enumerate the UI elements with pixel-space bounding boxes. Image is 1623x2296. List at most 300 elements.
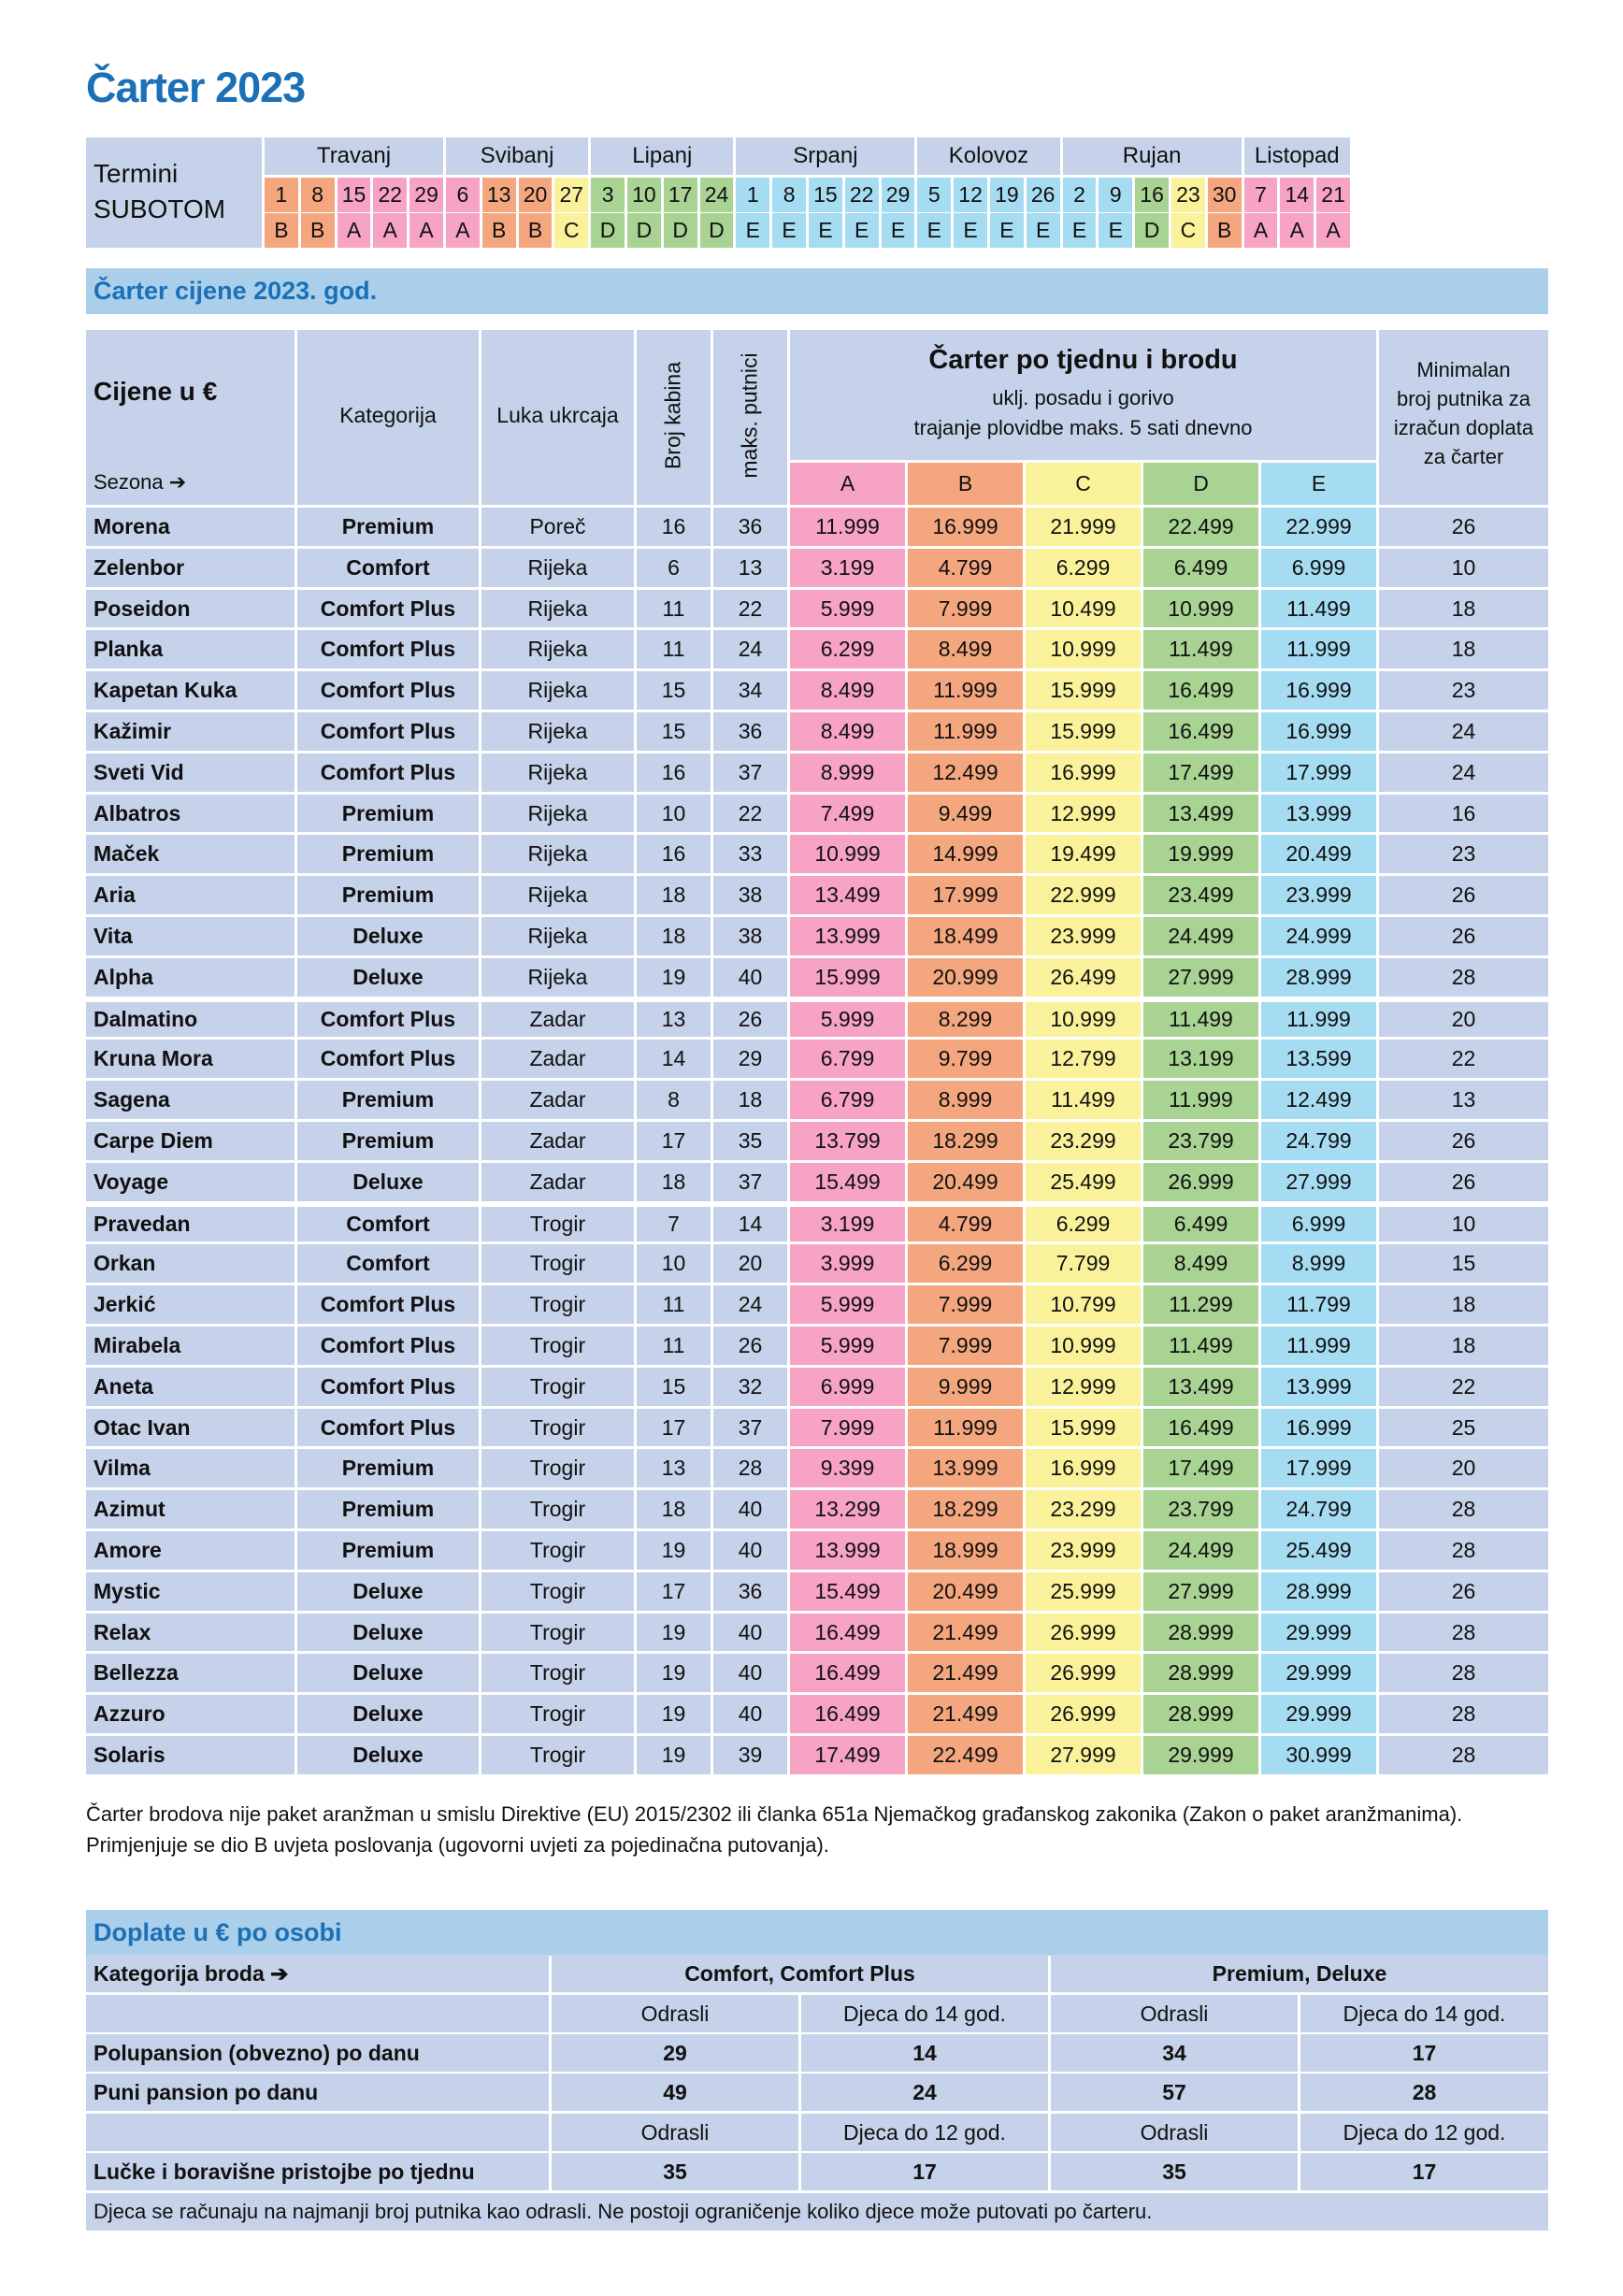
cell-price-E: 16.999	[1261, 1409, 1376, 1447]
sup-subheader: Odrasli	[1051, 2114, 1298, 2151]
cell-price-D: 17.499	[1143, 1449, 1258, 1487]
cell-pax: 36	[713, 508, 787, 546]
cell-price-C: 26.999	[1026, 1654, 1141, 1692]
cell-name: Maček	[86, 835, 294, 873]
calendar-season: E	[809, 213, 842, 248]
cell-price-D: 17.499	[1143, 753, 1258, 792]
cell-name: Jerkić	[86, 1285, 294, 1324]
sup-subheader: Djeca do 14 god.	[801, 1995, 1048, 2032]
cell-price-D: 24.499	[1143, 1531, 1258, 1570]
season-header-E: E	[1261, 463, 1376, 505]
cell-price-D: 19.999	[1143, 835, 1258, 873]
cell-name: Amore	[86, 1531, 294, 1570]
cell-name: Vita	[86, 917, 294, 955]
carter-label: Čarter po tjednu i brodu	[928, 345, 1238, 375]
calendar-day: 1	[736, 178, 769, 212]
calendar-day: 24	[700, 178, 734, 212]
cell-name: Sagena	[86, 1081, 294, 1119]
cell-cat: Comfort Plus	[297, 712, 479, 751]
cell-price-E: 29.999	[1261, 1614, 1376, 1652]
cell-pax: 40	[713, 1695, 787, 1733]
calendar-season: B	[482, 213, 516, 248]
cell-price-C: 12.799	[1026, 1040, 1141, 1078]
cell-price-D: 27.999	[1143, 1572, 1258, 1611]
cell-price-B: 6.299	[908, 1244, 1023, 1283]
cell-price-B: 18.299	[908, 1122, 1023, 1160]
cell-price-E: 20.499	[1261, 835, 1376, 873]
cell-cat: Comfort Plus	[297, 753, 479, 792]
sup-subheader: Odrasli	[1051, 1995, 1298, 2032]
cell-price-C: 22.999	[1026, 876, 1141, 914]
cell-price-C: 6.299	[1026, 1207, 1141, 1242]
cell-price-D: 13.499	[1143, 1368, 1258, 1406]
cell-cabins: 19	[637, 1654, 711, 1692]
cell-price-C: 23.999	[1026, 917, 1141, 955]
min-label-line: izračun doplata	[1393, 416, 1534, 439]
cell-cabins: 13	[637, 1002, 711, 1038]
cell-pax: 40	[713, 1531, 787, 1570]
cell-price-C: 23.999	[1026, 1531, 1141, 1570]
cell-cabins: 7	[637, 1207, 711, 1242]
cell-cabins: 18	[637, 876, 711, 914]
header-carter	[790, 330, 1376, 460]
cell-name: Kapetan Kuka	[86, 671, 294, 710]
calendar-month-0: Travanj	[265, 137, 443, 175]
cell-price-E: 24.999	[1261, 917, 1376, 955]
cell-pax: 39	[713, 1736, 787, 1774]
cell-price-A: 5.999	[790, 590, 905, 628]
cell-price-A: 17.499	[790, 1736, 905, 1774]
cell-port: Rijeka	[481, 712, 634, 751]
cell-price-B: 13.999	[908, 1449, 1023, 1487]
sup-blank	[86, 2114, 549, 2151]
kategorija-label: Kategorija	[339, 403, 437, 427]
cell-price-C: 10.999	[1026, 630, 1141, 668]
cell-port: Trogir	[481, 1736, 634, 1774]
cell-port: Zadar	[481, 1122, 634, 1160]
cell-price-B: 11.999	[908, 712, 1023, 751]
cell-cat: Premium	[297, 1490, 479, 1528]
calendar-season: D	[1135, 213, 1169, 248]
cell-port: Trogir	[481, 1368, 634, 1406]
cell-name: Zelenbor	[86, 549, 294, 587]
season-header-A: A	[790, 463, 905, 505]
cell-name: Voyage	[86, 1163, 294, 1201]
cell-price-D: 28.999	[1143, 1654, 1258, 1692]
calendar-day: 26	[1027, 178, 1060, 212]
cell-pax: 14	[713, 1207, 787, 1242]
cell-price-E: 11.999	[1261, 630, 1376, 668]
cell-min: 28	[1379, 1736, 1548, 1774]
cell-price-B: 17.999	[908, 876, 1023, 914]
cell-pax: 36	[713, 712, 787, 751]
cell-port: Rijeka	[481, 671, 634, 710]
cell-price-D: 23.499	[1143, 876, 1258, 914]
cell-price-D: 13.499	[1143, 795, 1258, 833]
luka-label: Luka ukrcaja	[496, 403, 619, 427]
cell-price-B: 8.299	[908, 1002, 1023, 1038]
calendar-day: 30	[1208, 178, 1242, 212]
cell-price-A: 16.499	[790, 1654, 905, 1692]
cell-price-E: 12.499	[1261, 1081, 1376, 1119]
cell-cabins: 19	[637, 1531, 711, 1570]
cell-name: Relax	[86, 1614, 294, 1652]
min-label-line: za čarter	[1423, 445, 1504, 468]
cell-cat: Comfort Plus	[297, 1409, 479, 1447]
cell-price-E: 16.999	[1261, 712, 1376, 751]
cell-price-A: 11.999	[790, 508, 905, 546]
cell-name: Morena	[86, 508, 294, 546]
cell-price-A: 5.999	[790, 1327, 905, 1365]
cell-price-D: 16.499	[1143, 1409, 1258, 1447]
cell-port: Trogir	[481, 1285, 634, 1324]
cell-price-C: 12.999	[1026, 795, 1141, 833]
cell-min: 26	[1379, 917, 1548, 955]
calendar-day: 8	[772, 178, 806, 212]
cell-port: Trogir	[481, 1244, 634, 1283]
cell-cat: Deluxe	[297, 1163, 479, 1201]
cell-price-D: 11.499	[1143, 1327, 1258, 1365]
cell-pax: 24	[713, 630, 787, 668]
cell-port: Rijeka	[481, 835, 634, 873]
saturday-calendar	[86, 137, 1548, 248]
calendar-season: E	[1063, 213, 1097, 248]
cell-price-A: 13.999	[790, 1531, 905, 1570]
sup-subheader: Djeca do 14 god.	[1300, 1995, 1548, 2032]
cell-price-E: 11.999	[1261, 1002, 1376, 1038]
cell-cat: Deluxe	[297, 1614, 479, 1652]
calendar-season: B	[1208, 213, 1242, 248]
header-putnici	[713, 330, 787, 505]
cell-pax: 33	[713, 835, 787, 873]
cell-name: Planka	[86, 630, 294, 668]
cell-port: Rijeka	[481, 917, 634, 955]
cell-min: 26	[1379, 1163, 1548, 1201]
cell-port: Poreč	[481, 508, 634, 546]
cell-price-B: 18.299	[908, 1490, 1023, 1528]
cell-port: Trogir	[481, 1654, 634, 1692]
cell-price-C: 26.499	[1026, 958, 1141, 997]
cell-pax: 32	[713, 1368, 787, 1406]
cell-pax: 26	[713, 1002, 787, 1038]
cell-price-C: 10.499	[1026, 590, 1141, 628]
sup-value: 35	[1051, 2153, 1298, 2190]
calendar-season: A	[1316, 213, 1350, 248]
cell-cabins: 16	[637, 753, 711, 792]
cell-cabins: 11	[637, 630, 711, 668]
sup-value: 14	[801, 2034, 1048, 2072]
sup-value: 35	[552, 2153, 798, 2190]
cell-price-A: 15.499	[790, 1163, 905, 1201]
calendar-month-3: Srpanj	[736, 137, 914, 175]
sup-value: 17	[1300, 2153, 1548, 2190]
cell-price-D: 11.999	[1143, 1081, 1258, 1119]
cell-price-B: 8.999	[908, 1081, 1023, 1119]
cell-price-D: 13.199	[1143, 1040, 1258, 1078]
cell-price-C: 19.499	[1026, 835, 1141, 873]
calendar-day: 6	[446, 178, 480, 212]
cell-cabins: 15	[637, 712, 711, 751]
putnici-label: maks. putnici	[737, 352, 762, 479]
cell-price-E: 17.999	[1261, 753, 1376, 792]
sup-row-label: Lučke i boravišne pristojbe po tjednu	[86, 2153, 549, 2190]
cell-min: 15	[1379, 1244, 1548, 1283]
sup-category-header: Kategorija broda ➔	[86, 1955, 549, 1992]
calendar-day: 15	[809, 178, 842, 212]
cell-price-D: 28.999	[1143, 1614, 1258, 1652]
cell-price-C: 16.999	[1026, 753, 1141, 792]
cell-pax: 40	[713, 1614, 787, 1652]
cell-price-C: 15.999	[1026, 1409, 1141, 1447]
cell-name: Aria	[86, 876, 294, 914]
calendar-month-1: Svibanj	[446, 137, 588, 175]
cell-price-E: 11.799	[1261, 1285, 1376, 1324]
calendar-season: E	[917, 213, 951, 248]
calendar-season: D	[700, 213, 734, 248]
cell-price-A: 10.999	[790, 835, 905, 873]
min-label-line: Minimalan	[1416, 358, 1511, 381]
cell-cabins: 16	[637, 835, 711, 873]
cell-cabins: 18	[637, 917, 711, 955]
cell-min: 18	[1379, 590, 1548, 628]
sup-value: 34	[1051, 2034, 1298, 2072]
calendar-season: A	[1280, 213, 1314, 248]
cell-cat: Comfort	[297, 1244, 479, 1283]
legal-note-line1: Čarter brodova nije paket aranžman u smislu Direktive (EU) 2015/2302 ili članka 651a Njemačkog građanskog zakonika (Zakon o paket aranžmanima).	[86, 1802, 1463, 1826]
cell-pax: 29	[713, 1040, 787, 1078]
cell-price-E: 6.999	[1261, 549, 1376, 587]
cell-price-D: 6.499	[1143, 1207, 1258, 1242]
calendar-day: 15	[338, 178, 371, 212]
cell-price-B: 4.799	[908, 1207, 1023, 1242]
calendar-season: A	[446, 213, 480, 248]
cell-price-A: 15.499	[790, 1572, 905, 1611]
header-luka	[481, 330, 634, 505]
cell-cat: Premium	[297, 1122, 479, 1160]
cell-cabins: 19	[637, 958, 711, 997]
cell-min: 23	[1379, 671, 1548, 710]
calendar-month-4: Kolovoz	[917, 137, 1059, 175]
calendar-day: 13	[482, 178, 516, 212]
cell-price-E: 17.999	[1261, 1449, 1376, 1487]
cell-name: Aneta	[86, 1368, 294, 1406]
cell-price-B: 21.499	[908, 1614, 1023, 1652]
cell-price-B: 11.999	[908, 671, 1023, 710]
cell-cat: Comfort Plus	[297, 1285, 479, 1324]
cell-price-A: 5.999	[790, 1002, 905, 1038]
sup-group1-header: Comfort, Comfort Plus	[552, 1955, 1048, 1992]
cell-port: Rijeka	[481, 795, 634, 833]
cell-price-E: 29.999	[1261, 1695, 1376, 1733]
cell-cat: Deluxe	[297, 1736, 479, 1774]
sup-subheader: Odrasli	[552, 2114, 798, 2151]
cell-price-C: 10.999	[1026, 1002, 1141, 1038]
calendar-day: 29	[882, 178, 915, 212]
cell-price-A: 3.199	[790, 1207, 905, 1242]
cell-price-B: 12.499	[908, 753, 1023, 792]
sup-row-label: Polupansion (obvezno) po danu	[86, 2034, 549, 2072]
sup-value: 17	[1300, 2034, 1548, 2072]
calendar-day: 19	[990, 178, 1024, 212]
cell-min: 28	[1379, 1490, 1548, 1528]
cell-price-D: 29.999	[1143, 1736, 1258, 1774]
cell-name: Kruna Mora	[86, 1040, 294, 1078]
cell-min: 26	[1379, 1572, 1548, 1611]
cell-name: Alpha	[86, 958, 294, 997]
cell-price-D: 22.499	[1143, 508, 1258, 546]
sup-subheader: Djeca do 12 god.	[1300, 2114, 1548, 2151]
cell-name: Vilma	[86, 1449, 294, 1487]
cell-port: Zadar	[481, 1040, 634, 1078]
cell-price-E: 28.999	[1261, 958, 1376, 997]
cell-price-B: 7.999	[908, 1285, 1023, 1324]
cell-price-B: 7.999	[908, 590, 1023, 628]
cell-min: 22	[1379, 1368, 1548, 1406]
cell-min: 28	[1379, 1654, 1548, 1692]
cell-name: Mystic	[86, 1572, 294, 1611]
cell-price-C: 25.999	[1026, 1572, 1141, 1611]
cell-price-A: 6.799	[790, 1040, 905, 1078]
cell-price-D: 28.999	[1143, 1695, 1258, 1733]
cell-cat: Comfort	[297, 549, 479, 587]
cell-cat: Premium	[297, 1531, 479, 1570]
cell-price-B: 9.499	[908, 795, 1023, 833]
cell-pax: 34	[713, 671, 787, 710]
cell-pax: 37	[713, 753, 787, 792]
cell-price-E: 28.999	[1261, 1572, 1376, 1611]
page-title: Čarter 2023	[86, 64, 306, 111]
cell-port: Rijeka	[481, 753, 634, 792]
cell-min: 26	[1379, 508, 1548, 546]
cell-cat: Comfort Plus	[297, 1002, 479, 1038]
cijene-label: Cijene u €	[93, 377, 218, 406]
cell-pax: 28	[713, 1449, 787, 1487]
cell-min: 26	[1379, 1122, 1548, 1160]
cell-name: Mirabela	[86, 1327, 294, 1365]
cell-price-B: 18.999	[908, 1531, 1023, 1570]
cell-min: 18	[1379, 1327, 1548, 1365]
cell-price-B: 9.799	[908, 1040, 1023, 1078]
cell-port: Rijeka	[481, 630, 634, 668]
calendar-season: E	[845, 213, 879, 248]
calendar-day: 17	[664, 178, 697, 212]
cell-price-A: 3.199	[790, 549, 905, 587]
calendar-day: 7	[1244, 178, 1278, 212]
cell-price-B: 21.499	[908, 1695, 1023, 1733]
cell-pax: 22	[713, 590, 787, 628]
kabina-label: Broj kabina	[660, 361, 685, 470]
cell-port: Rijeka	[481, 590, 634, 628]
calendar-season: A	[373, 213, 407, 248]
cell-min: 13	[1379, 1081, 1548, 1119]
cell-price-B: 20.499	[908, 1163, 1023, 1201]
header-kategorija	[297, 330, 479, 505]
calendar-month-2: Lipanj	[591, 137, 733, 175]
cell-name: Otac Ivan	[86, 1409, 294, 1447]
calendar-day: 22	[373, 178, 407, 212]
calendar-season: A	[1244, 213, 1278, 248]
cell-cat: Comfort Plus	[297, 1040, 479, 1078]
cell-price-C: 23.299	[1026, 1122, 1141, 1160]
carter-sub1: uklj. posadu i gorivo	[992, 386, 1174, 409]
carter-sub2: trajanje plovidbe maks. 5 sati dnevno	[913, 416, 1253, 439]
calendar-season: E	[882, 213, 915, 248]
cell-price-C: 10.999	[1026, 1327, 1141, 1365]
cell-cabins: 19	[637, 1695, 711, 1733]
cell-port: Zadar	[481, 1081, 634, 1119]
calendar-season: E	[772, 213, 806, 248]
cell-min: 16	[1379, 795, 1548, 833]
calendar-season: E	[736, 213, 769, 248]
calendar-label	[86, 137, 262, 248]
cell-price-A: 6.299	[790, 630, 905, 668]
legal-note-line2: Primjenjuje se dio B uvjeta poslovanja (ugovorni uvjeti za pojedinačna putovanja).	[86, 1833, 829, 1857]
cell-price-B: 22.499	[908, 1736, 1023, 1774]
cell-cat: Premium	[297, 508, 479, 546]
cell-price-E: 16.999	[1261, 671, 1376, 710]
calendar-day: 8	[301, 178, 335, 212]
cell-price-E: 11.499	[1261, 590, 1376, 628]
cell-price-A: 8.499	[790, 712, 905, 751]
cell-price-A: 7.499	[790, 795, 905, 833]
cell-price-C: 11.499	[1026, 1081, 1141, 1119]
cell-price-A: 8.999	[790, 753, 905, 792]
cell-min: 22	[1379, 1040, 1548, 1078]
calendar-day: 20	[519, 178, 553, 212]
cell-price-A: 9.399	[790, 1449, 905, 1487]
cell-cat: Comfort Plus	[297, 590, 479, 628]
cell-cat: Comfort Plus	[297, 1327, 479, 1365]
cell-price-E: 11.999	[1261, 1327, 1376, 1365]
cell-cat: Premium	[297, 1449, 479, 1487]
cell-cat: Deluxe	[297, 1654, 479, 1692]
calendar-day: 22	[845, 178, 879, 212]
cell-price-A: 5.999	[790, 1285, 905, 1324]
cell-min: 10	[1379, 1207, 1548, 1242]
cell-port: Trogir	[481, 1207, 634, 1242]
cell-pax: 37	[713, 1163, 787, 1201]
cell-name: Albatros	[86, 795, 294, 833]
cell-price-E: 24.799	[1261, 1122, 1376, 1160]
cell-cat: Deluxe	[297, 1572, 479, 1611]
cell-price-E: 13.999	[1261, 795, 1376, 833]
calendar-day: 27	[554, 178, 588, 212]
cell-price-A: 16.499	[790, 1614, 905, 1652]
cell-price-B: 16.999	[908, 508, 1023, 546]
cell-port: Trogir	[481, 1449, 634, 1487]
cell-cat: Comfort Plus	[297, 1368, 479, 1406]
cell-pax: 37	[713, 1409, 787, 1447]
cell-name: Carpe Diem	[86, 1122, 294, 1160]
cell-price-A: 13.299	[790, 1490, 905, 1528]
cell-min: 26	[1379, 876, 1548, 914]
calendar-season: A	[338, 213, 371, 248]
calendar-day: 2	[1063, 178, 1097, 212]
cell-price-E: 23.999	[1261, 876, 1376, 914]
cell-price-B: 9.999	[908, 1368, 1023, 1406]
season-header-B: B	[908, 463, 1023, 505]
calendar-season: D	[591, 213, 625, 248]
cell-price-C: 6.299	[1026, 549, 1141, 587]
cell-cabins: 19	[637, 1614, 711, 1652]
cell-price-D: 16.499	[1143, 712, 1258, 751]
calendar-day: 21	[1316, 178, 1350, 212]
calendar-season: E	[1099, 213, 1132, 248]
cell-pax: 13	[713, 549, 787, 587]
calendar-season: D	[664, 213, 697, 248]
sup-value: 17	[801, 2153, 1048, 2190]
calendar-season: B	[301, 213, 335, 248]
